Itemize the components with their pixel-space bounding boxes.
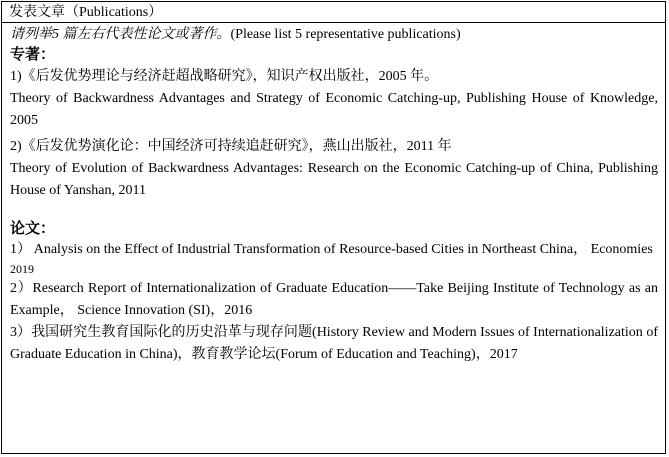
- monograph-2-cn: 2)《后发优势演化论：中国经济可持续追赶研究》，燕山出版社，2011 年: [10, 139, 452, 154]
- monograph-1-cn: 1)《后发优势理论与经济赶超战略研究》，知识产权出版社，2005 年。: [10, 69, 439, 84]
- monographs-heading: 专著：: [10, 47, 56, 63]
- papers-heading: 论文：: [10, 221, 56, 237]
- instruction-line: [10, 25, 658, 45]
- publications-content: [2, 23, 665, 366]
- monograph-1-en: Theory of Backwardness Advantages and Strategy of Economic Catching-up, Publishing House of Knowledge, 2005: [10, 91, 658, 128]
- publications-table: [1, 1, 666, 454]
- monograph-2-en: Theory of Evolution of Backwardness Advantages: Research on the Economic Catching-up of China, Publishing House of Yanshan, 2011: [10, 161, 658, 198]
- paper-1-text: 1） Analysis on the Effect of Industrial Transformation of Resource-based Cities in Northeast China， Economies: [10, 242, 653, 257]
- section-title: 发表文章（Publications）: [9, 5, 163, 20]
- paper-1-year: 2019: [10, 262, 34, 276]
- paper-3-text: 3）我国研究生教育国际化的历史沿革与现存问题(History Review and Modern Issues of Internationalization of Graduate Education in China)，教育教学论坛(Forum of Education and Teaching)，2017: [10, 325, 658, 362]
- instruction-en: (Please list 5 representative publications): [230, 27, 461, 42]
- section-header: [2, 2, 665, 23]
- instruction-cn: 请列举5 篇左右代表性论文或著作。: [10, 27, 231, 42]
- paper-2-text: 2）Research Report of Internationalization of Graduate Education——Take Beijing Institute of Technology as an Example， Science Innovation (SI)，2016: [10, 281, 658, 318]
- spacer: [10, 202, 658, 219]
